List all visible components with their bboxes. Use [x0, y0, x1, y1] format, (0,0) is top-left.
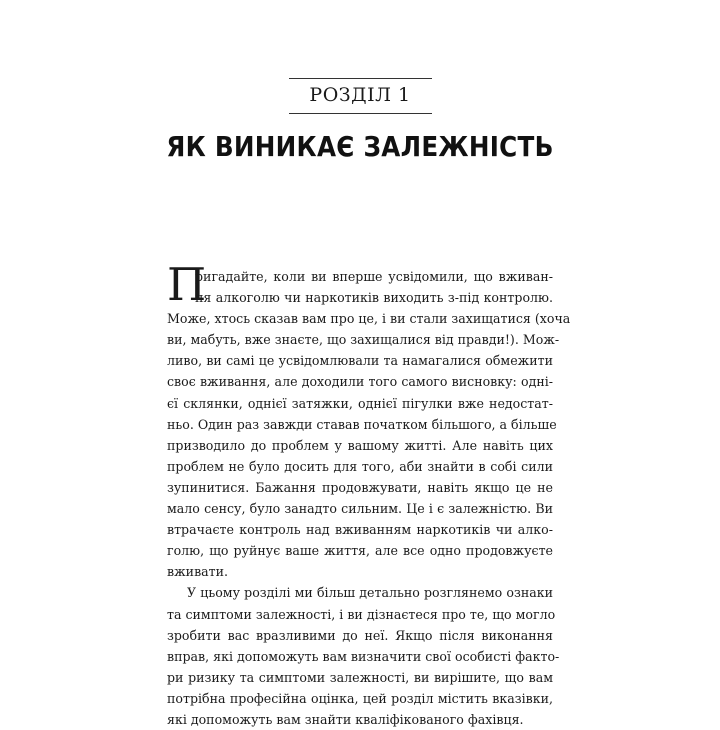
text-line: проблем не було досить для того, аби знайти в собі сили: [167, 458, 553, 474]
text-line: вживати.: [167, 564, 229, 580]
text-line: ньо. Один раз завжди ставав початком більшого, а більше: [167, 416, 557, 432]
text-line: потрібна професійна оцінка, цей розділ містить вказівки,: [167, 690, 553, 706]
text-line: мало сенсу, було занадто сильним. Це і є залежністю. Ви: [167, 501, 553, 517]
text-line: своє вживання, але доходили того самого висновку: одні-: [167, 374, 553, 390]
paragraph-1: [167, 266, 571, 582]
text-line: ливо, ви самі це усвідомлювали та намагалися обмежити: [167, 353, 553, 369]
text-line: зробити вас вразливими до неї. Якщо після виконання: [167, 627, 553, 643]
text-line: голю, що руйнує ваше життя, але все одно продовжуєте: [167, 543, 553, 559]
chapter-label: РОЗДІЛ 1: [309, 84, 411, 106]
text-line: зупинитися. Бажання продовжувати, навіть якщо це не: [167, 479, 553, 495]
text-line: Може, хтось сказав вам про це, і ви стали захищатися (хоча: [167, 311, 571, 327]
text-line: У цьому розділі ми більш детально розглянемо ознаки: [187, 585, 553, 601]
text-line: які допоможуть вам знайти кваліфікованого фахівця.: [167, 711, 524, 727]
drop-cap: П: [167, 258, 207, 311]
text-line: призводило до проблем у вашому житті. Але навіть цих: [167, 437, 553, 453]
chapter-title: ЯК ВИНИКАЄ ЗАЛЕЖНІСТЬ: [166, 130, 554, 163]
text-line: та симптоми залежності, і ви дізнаєтеся про те, що могло: [167, 606, 556, 622]
text-line: втрачаєте контроль над вживанням наркотиків чи алко-: [167, 522, 553, 538]
chapter-bottom-rule: [289, 113, 432, 114]
text-line: ригадайте, коли ви вперше усвідомили, що вживан-: [195, 269, 553, 284]
text-line: ня алкоголю чи наркотиків виходить з-під контролю.: [195, 290, 553, 306]
paragraph-2: [167, 582, 560, 730]
chapter-top-rule: [289, 78, 432, 79]
text-line: ви, мабуть, вже знаєте, що захищалися від правди!). Мож-: [167, 332, 560, 348]
text-line: ри ризику та симптоми залежності, ви вирішите, що вам: [167, 669, 553, 685]
text-line: вправ, які допоможуть вам визначити свої особисті факто-: [167, 648, 560, 664]
text-line: єї склянки, однієї затяжки, однієї пігулки вже недостат-: [167, 395, 553, 411]
body-text: [167, 266, 571, 730]
